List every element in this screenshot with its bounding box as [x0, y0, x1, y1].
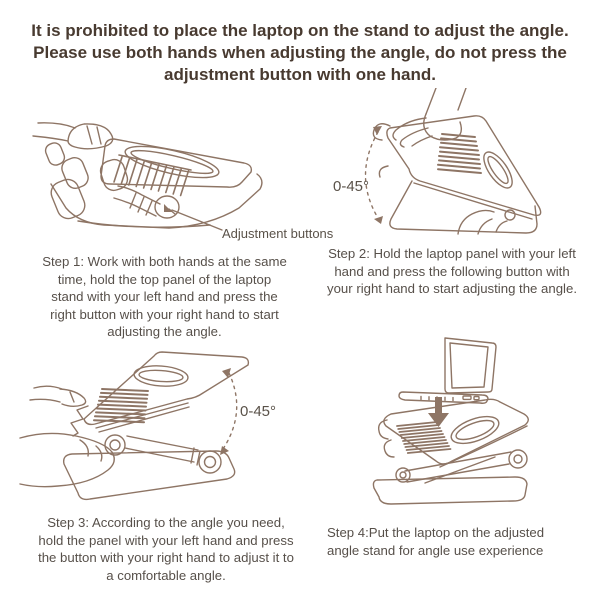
stand-top-panel — [101, 139, 251, 187]
front-lip-brackets — [43, 141, 130, 222]
vent-hatch — [397, 422, 451, 453]
handle-slot — [123, 140, 222, 184]
tilted-stand-drawing — [308, 88, 593, 243]
illustration-step1-flat-stand — [18, 96, 308, 246]
handle-slot — [448, 411, 503, 449]
illustration-step2-tilted-stand — [308, 88, 593, 243]
warning-line-3: adjustment button with one hand. — [164, 65, 436, 84]
handle-slot — [133, 364, 188, 388]
step4-caption: Step 4:Put the laptop on the adjusted angle stand for angle use experience — [327, 525, 545, 558]
adjustment-buttons-label: Adjustment buttons — [222, 226, 334, 241]
support-arm — [105, 435, 221, 473]
vent-slats — [94, 389, 148, 422]
right-hand-icon — [458, 210, 515, 234]
dashed-angle-arc — [366, 126, 384, 224]
stand-base — [373, 477, 527, 504]
left-hand-icon — [33, 123, 113, 149]
warning-line-1: It is prohibited to place the laptop on the stand to adjust the angle. — [31, 21, 569, 40]
left-hand-lower-icon — [20, 433, 114, 486]
step1-caption: Step 1: Work with both hands at the same time, hold the top panel of the laptop stand with your left hand and press the right button with your right hand to start adjusting the angle. — [42, 254, 287, 340]
laptop-icon — [399, 338, 496, 403]
left-hand-icon — [393, 88, 466, 147]
warning-line-2: Please use both hands when adjusting the angle, do not press the — [33, 43, 567, 62]
angle-range-label-step2: 0-45° — [333, 178, 370, 195]
step2-caption: Step 2: Hold the laptop panel with your left hand and press the following button with your right hand to start adjusting the angle. — [327, 246, 577, 297]
stand-base-wedge — [390, 181, 537, 233]
stand-base — [64, 451, 235, 499]
step3-caption: Step 3: According to the angle you need, hold the panel with your left hand and press the button with your right hand to adjust it to a comfortable angle. — [38, 515, 294, 583]
angle-adjust-drawing — [18, 342, 308, 512]
stand-top-panel — [384, 399, 528, 467]
left-hand-upper-icon — [30, 386, 86, 406]
handle-slot — [479, 148, 518, 193]
vent-slats — [114, 155, 191, 196]
flat-stand-drawing — [18, 96, 308, 246]
warning-heading — [0, 20, 600, 86]
laptop-on-stand-drawing — [325, 330, 590, 520]
illustration-step4-laptop-on-stand — [325, 330, 590, 520]
illustration-step3-adjust-angle — [18, 342, 308, 512]
adjustment-button — [114, 186, 179, 218]
angle-range-label-step3: 0-45° — [240, 403, 277, 420]
